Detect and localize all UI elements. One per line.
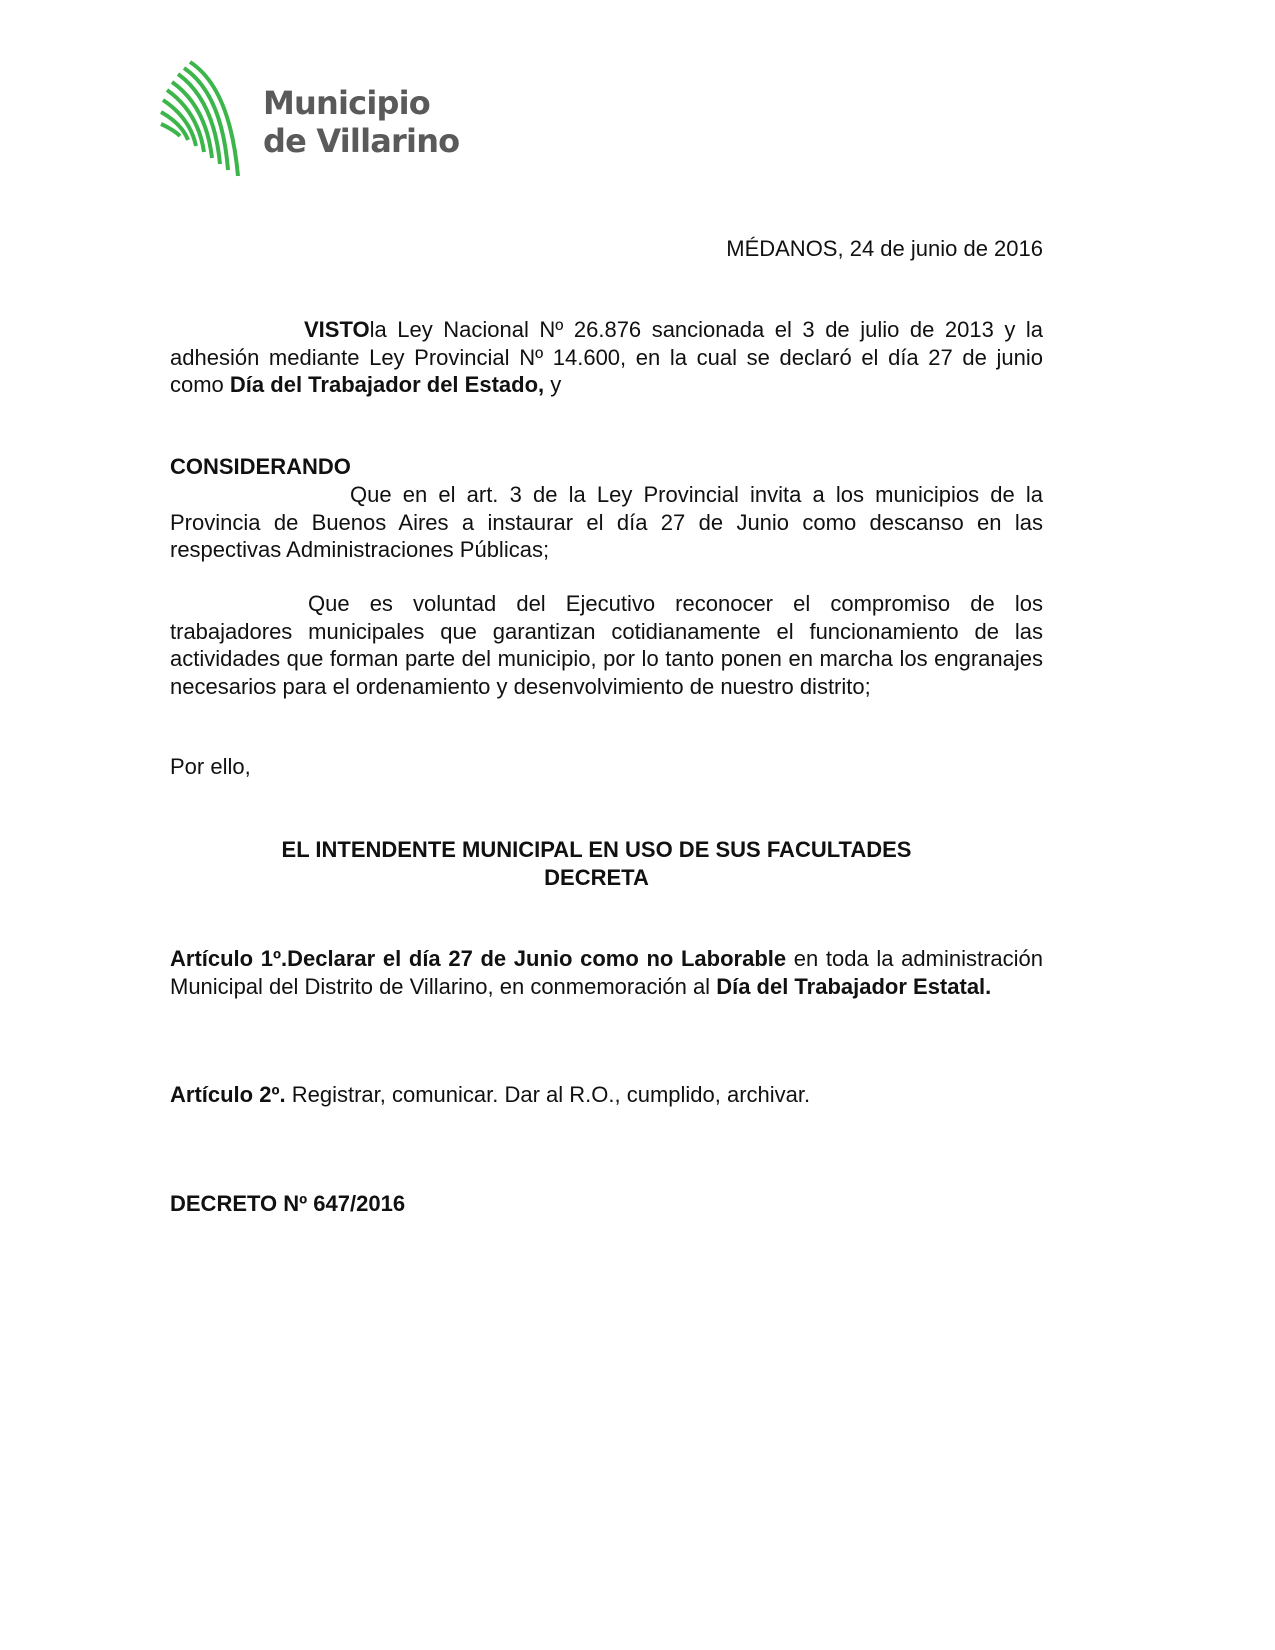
visto-label: VISTO (304, 317, 370, 342)
decree-heading-line-1: EL INTENDENTE MUNICIPAL EN USO DE SUS FACULTADES (281, 837, 912, 862)
articulo-1-label: Artículo 1º. (170, 946, 288, 971)
logo-line-2: de Villarino (263, 122, 460, 160)
considerando-heading (170, 454, 351, 480)
articulo-2-label: Artículo 2º. (170, 1082, 286, 1107)
visto-tail: y (544, 372, 562, 397)
por-ello: Por ello, (170, 754, 251, 779)
document-date: MÉDANOS, 24 de junio de 2016 (726, 236, 1043, 261)
articulo-1-bold-2: Día del Trabajador Estatal. (716, 973, 992, 999)
articulo-1 (170, 945, 1043, 1000)
visto-text: la Ley Nacional Nº 26.876 sancionada el 3 de julio de 2013 y la adhesión mediante Ley Provincial Nº 14.600, en la cual se declaró el día 27 de junio como (170, 317, 1043, 397)
decreto-number (170, 1191, 405, 1217)
articulo-2 (170, 1082, 810, 1108)
logo-line-1: Municipio (263, 84, 430, 122)
decree-heading-line-2: DECRETA (544, 865, 649, 890)
municipality-logo (160, 58, 460, 188)
considerando-paragraph-2: Que es voluntad del Ejecutivo reconocer el compromiso de los trabajadores municipales que garantizan cotidianamente el funcionamiento de las actividades que forman parte del municipio, por lo tanto ponen en marcha los engranajes necesarios para el ordenamiento y desenvolvimiento de nuestro distrito; (170, 591, 1043, 699)
decreto-number-text: DECRETO Nº 647/2016 (170, 1191, 406, 1216)
logo-wordmark (263, 84, 459, 160)
visto-paragraph (170, 316, 1043, 399)
articulo-2-text: Registrar, comunicar. Dar al R.O., cumplido, archivar. (285, 1082, 811, 1107)
decree-heading (160, 836, 1033, 892)
articulo-1-bold: Declarar el día 27 de Junio como no Laborable (287, 946, 787, 971)
considerando-paragraph-1: Que en el art. 3 de la Ley Provincial invita a los municipios de la Provincia de Buenos Aires a instaurar el día 27 de Junio como descanso en las respectivas Administraciones Públicas; (170, 482, 1043, 562)
visto-bold: Día del Trabajador del Estado, (229, 372, 545, 397)
articulo-1-text: en toda la administración Municipal del Distrito de Villarino, en conmemoración al (170, 946, 1044, 999)
considerando-label: CONSIDERANDO (170, 454, 351, 479)
villarino-arcs-logo-icon (160, 58, 250, 183)
